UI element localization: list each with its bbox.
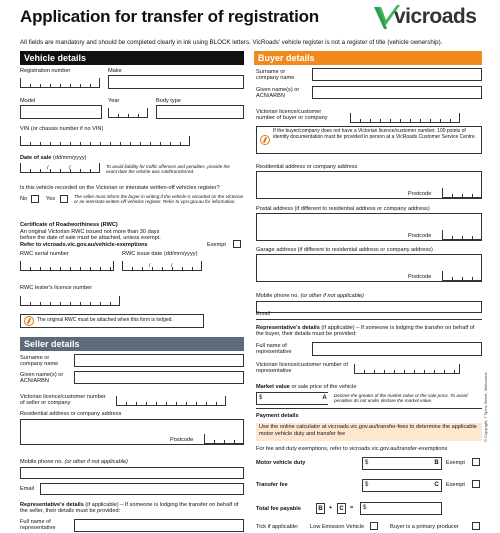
buyer-rep-fullname-field[interactable] — [312, 342, 482, 356]
rwc-line-1: An original Victorian RWC issued not more than 30 days — [20, 229, 160, 235]
payment-divider — [256, 408, 482, 409]
rwc-line-2: before the date of sale must be attached, unless exempt. — [20, 235, 161, 241]
model-label: Model — [20, 98, 36, 104]
low-emission-checkbox[interactable] — [370, 522, 378, 530]
body-type-label: Body type — [156, 98, 181, 104]
rwc-exempt-checkbox[interactable] — [233, 240, 241, 248]
rwc-exemptions-link[interactable]: Refer to vicroads.vic.gov.au/vehicle-exemptions — [20, 242, 148, 248]
transfer-fee-letter: C — [432, 480, 441, 491]
buyer-rep-text: Representative's details (if applicable) – If someone is lodging the transfer on behalf of the buyer, their details must be provided: — [256, 325, 475, 338]
rwc-tester-label: RWC tester's licence number — [20, 285, 93, 291]
rwc-serial-field[interactable] — [20, 261, 114, 271]
primary-producer-label: Buyer is a primary producer — [390, 524, 459, 530]
buyer-surname-field[interactable] — [312, 68, 482, 81]
motor-duty-dollar: $ — [365, 460, 369, 466]
pencil-note-icon — [24, 316, 34, 326]
buyer-rep-fullname-label: Full name of representative — [256, 343, 292, 356]
make-label: Make — [108, 68, 122, 74]
year-label: Year — [108, 98, 120, 104]
buyer-rep-licence-label: Victorian licence/customer number of representative — [256, 362, 348, 375]
transfer-fee-dollar: $ — [365, 482, 369, 488]
seller-surname-label: Surname or company name — [20, 355, 59, 368]
market-value-field[interactable] — [256, 392, 328, 405]
seller-mobile-field[interactable] — [20, 467, 244, 479]
payment-exemptions-text: For fee and duty exemptions, refer to vicroads.vic.gov.au/transfer-exemptions — [256, 446, 448, 452]
registration-number-field[interactable] — [20, 78, 100, 88]
buyer-postcode-label: Postcode — [408, 191, 432, 197]
seller-email-label: Email — [20, 486, 34, 492]
seller-postcode-field[interactable] — [204, 434, 244, 444]
buyer-postal-label: Postal address (if different to residential address or company address) — [256, 206, 430, 212]
registration-number-label: Registration number — [20, 68, 71, 74]
body-type-field[interactable] — [156, 105, 244, 119]
intro-text: All fields are mandatory and should be completed clearly in ink using BLOCK letters. VicRoads' vehicle register is not a register of title (vehicle ownership). — [20, 39, 443, 46]
written-off-no-label: No — [20, 196, 28, 202]
seller-surname-field[interactable] — [74, 354, 244, 367]
buyer-details-heading: Buyer details — [254, 51, 482, 65]
buyer-email-field[interactable] — [256, 319, 482, 320]
rwc-exempt-label: Exempt — [207, 242, 226, 248]
make-field[interactable] — [108, 75, 244, 89]
buyer-garage-postcode-field[interactable] — [442, 271, 482, 281]
buyer-postal-postcode-label: Postcode — [408, 233, 432, 239]
payment-heading: Payment details — [256, 413, 299, 419]
total-fee-dollar: $ — [363, 505, 367, 511]
buyer-licence-field[interactable] — [350, 113, 460, 123]
buyer-address-label: Residential address or company address — [256, 164, 358, 170]
motor-duty-label: Motor vehicle duty — [256, 460, 306, 466]
date-of-sale-note: To avoid liability for traffic offences and penalties, provide the exact date the vehicle was sold/transferred. — [106, 164, 230, 174]
seller-rep-text: Representative's details (if applicable) – If someone is lodging the transfer on behalf of the seller, their details must be provided: — [20, 502, 239, 515]
seller-rep-fullname-label: Full name of representative — [20, 519, 56, 532]
year-field[interactable] — [108, 108, 148, 118]
rwc-attach-note: The original RWC must be attached when this form is lodged. — [20, 314, 204, 328]
rwc-issue-date-label: RWC issue date (dd/mm/yyyy) — [122, 251, 198, 257]
rwc-date-slash-2: / — [171, 263, 173, 269]
rwc-tester-field[interactable] — [20, 296, 120, 306]
buyer-given-names-field[interactable] — [312, 86, 482, 99]
payment-calculator-text: Use the online calculator at vicroads.vic.gov.au/transfer-fees to determine the applicable motor vehicle duty and transfer fee — [256, 423, 482, 441]
form-title: Application for transfer of registration — [20, 7, 319, 26]
transfer-fee-exempt-checkbox[interactable] — [472, 480, 480, 488]
buyer-garage-label: Garage address (if different to residential address or company address) — [256, 247, 433, 253]
buyer-surname-label: Surname or company name — [256, 69, 295, 82]
date-of-sale-field[interactable] — [20, 163, 100, 173]
buyer-postal-postcode-field[interactable] — [442, 230, 482, 240]
buyer-email-label: Email — [256, 311, 270, 317]
buyer-given-names-label: Given name(s) or ACN/ARBN — [256, 87, 300, 100]
buyer-licence-note: If the buyer/company does not have a Victorian licence/customer number, 100 points of identity documentation must be provided in person at a VicRoads Customer Service Centre. — [256, 126, 482, 154]
total-plus: + — [329, 505, 333, 511]
model-field[interactable] — [20, 105, 102, 119]
vehicle-details-heading: Vehicle details — [20, 51, 244, 65]
date-slash-1: / — [47, 165, 49, 171]
seller-given-names-label: Given name(s) or ACN/ARBN — [20, 372, 64, 385]
seller-licence-field[interactable] — [116, 396, 226, 406]
rwc-issue-date-field[interactable] — [122, 261, 202, 271]
total-fee-label: Total fee payable — [256, 506, 301, 512]
market-value-label: Market value or sale price of the vehicle — [256, 384, 357, 390]
tick-label: Tick if applicable: — [256, 524, 299, 530]
seller-licence-label: Victorian licence/customer number of seller or company — [20, 394, 106, 407]
written-off-no-checkbox[interactable] — [31, 195, 39, 203]
total-fee-field[interactable] — [360, 502, 442, 515]
motor-duty-exempt-checkbox[interactable] — [472, 458, 480, 466]
market-value-note: Declare the greater of the market value or the sale price. To avoid penalties do not under declare the market value. — [334, 393, 468, 403]
right-column — [254, 51, 482, 533]
buyer-postcode-field[interactable] — [442, 188, 482, 198]
vin-field[interactable] — [20, 136, 190, 146]
buyer-mobile-label: Mobile phone no. (or other if not applicable) — [256, 293, 364, 299]
rwc-date-slash-1: / — [149, 263, 151, 269]
seller-given-names-field[interactable] — [74, 371, 244, 384]
seller-details-heading: Seller details — [20, 337, 244, 351]
buyer-mobile-field[interactable] — [256, 301, 482, 313]
buyer-rep-licence-field[interactable] — [354, 364, 460, 374]
seller-mobile-label: Mobile phone no. (or other if not applicable) — [20, 459, 128, 465]
motor-duty-field[interactable] — [362, 457, 442, 470]
date-of-sale-label: Date of sale (dd/mm/yyyy) — [20, 155, 87, 161]
written-off-question: Is this vehicle recorded on the Victorian or interstate written-off vehicles register? — [20, 185, 220, 191]
seller-rep-fullname-field[interactable] — [74, 519, 244, 532]
total-equals: = — [350, 505, 354, 511]
vicroads-logo — [372, 3, 484, 33]
seller-address-label: Residential address or company address — [20, 411, 122, 417]
transfer-fee-exempt-label: Exempt — [446, 482, 465, 488]
total-letter-b: B — [316, 503, 325, 514]
seller-email-field[interactable] — [40, 483, 244, 495]
total-letter-c: C — [337, 503, 346, 514]
written-off-yes-checkbox[interactable] — [60, 195, 68, 203]
motor-duty-letter: B — [432, 458, 441, 469]
left-column — [20, 51, 244, 533]
seller-postcode-label: Postcode — [170, 437, 194, 443]
pencil-note-icon — [260, 135, 270, 145]
buyer-garage-postcode-label: Postcode — [408, 274, 432, 280]
vin-label: VIN (or chassis number if no VIN) — [20, 126, 104, 132]
rwc-title: Certificate of Roadworthiness (RWC) — [20, 222, 118, 228]
buyer-licence-label: Victorian licence/customer number of buyer or company — [256, 109, 328, 122]
transfer-fee-field[interactable] — [362, 479, 442, 492]
market-value-letter: A — [320, 393, 329, 404]
logo-text: vicroads — [394, 5, 477, 28]
copyright-side-note: © Copyright, 7 Sjons Street, Melbourne — [483, 372, 488, 442]
date-slash-2: / — [69, 165, 71, 171]
transfer-fee-label: Transfer fee — [256, 482, 288, 488]
primary-producer-checkbox[interactable] — [472, 522, 480, 530]
low-emission-label: Low Emission Vehicle — [310, 524, 365, 530]
motor-duty-exempt-label: Exempt — [446, 460, 465, 466]
written-off-yes-label: Yes — [46, 196, 56, 202]
market-value-dollar: $ — [259, 395, 263, 401]
written-off-note: The seller must inform the buyer in writing if the vehicle is recorded on the Victorian or an interstate written-off vehicles register. Refer to vpsr.gov.au for information. — [74, 194, 244, 204]
rwc-serial-label: RWC serial number — [20, 251, 69, 257]
